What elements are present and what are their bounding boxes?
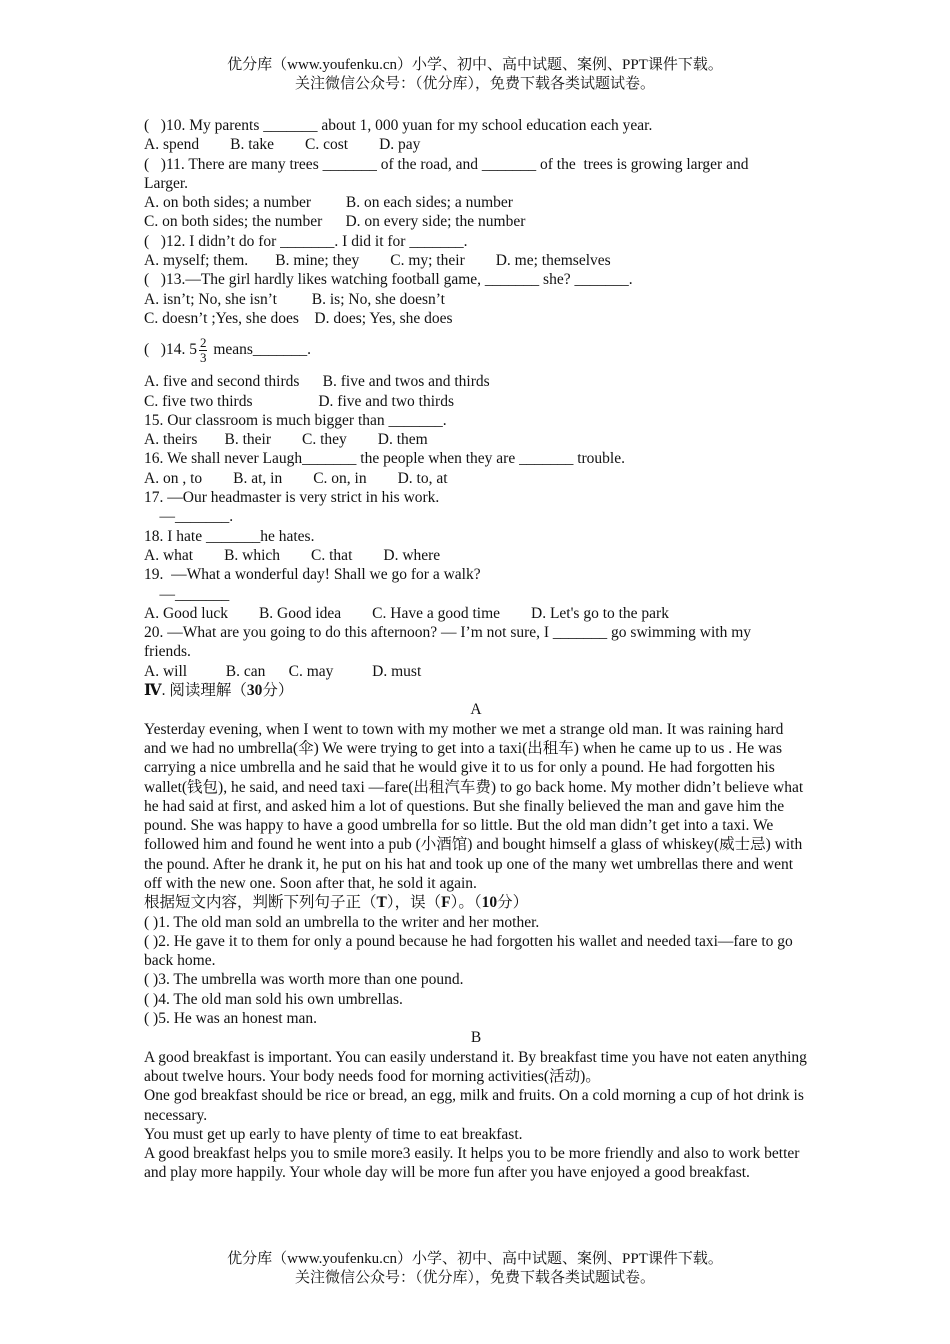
- question-11-options-2: C. on both sides; the number D. on every side; the number: [144, 213, 526, 231]
- question-20-options: A. will B. can C. may D. must: [144, 662, 422, 680]
- passage-a-instruction: [144, 893, 808, 912]
- passage-b-paragraph-4: A good breakfast helps you to smile more3 easily. It helps you to be more friendly and also to work better and play more happily. Your whole day will be more fun after you have enjoyed a good breakfast.: [144, 1145, 800, 1182]
- question-11-cont: Larger.: [144, 174, 189, 192]
- header-line-2: 关注微信公众号：（优分库），免费下载各类试题试卷。: [294, 76, 655, 92]
- question-11-options-1: A. on both sides; a number B. on each sides; a number: [144, 194, 513, 212]
- question-19-reply: —_______: [144, 585, 230, 603]
- footer-line-2: 关注微信公众号：（优分库），免费下载各类试题试卷。: [294, 1270, 655, 1286]
- section-4-roman: Ⅳ: [144, 682, 162, 700]
- question-14-options-1: A. five and second thirds B. five and twos and thirds: [144, 373, 490, 391]
- question-16: 16. We shall never Laugh_______ the people when they are _______ trouble.: [144, 450, 625, 468]
- question-10: ( )10. My parents _______ about 1, 000 yuan for my school education each year.: [144, 117, 653, 134]
- question-11: ( )11. There are many trees _______ of the road, and _______ of the trees is growing larger and: [144, 155, 749, 173]
- question-18: 18. I hate _______he hates.: [144, 527, 315, 545]
- tf-item-3: ( )3. The umbrella was worth more than one pound.: [144, 971, 464, 989]
- question-13-options-2: C. doesn’t ;Yes, she does D. does; Yes, she does: [144, 309, 453, 327]
- tf-item-2: ( )2. He gave it to them for only a pound because he had forgotten his wallet and needed taxi—fare to go back home.: [144, 932, 793, 970]
- footer-line-1: 优分库（www.youfenku.cn）小学、初中、高中试题、案例、PPT课件下载。: [227, 1251, 723, 1267]
- instruction-false-mark: F: [441, 894, 451, 912]
- page-header: [0, 56, 950, 94]
- passage-b-paragraph-1: A good breakfast is important. You can easily understand it. By breakfast time you have not eaten anything about twelve hours. Your body needs food for morning activities(活动)。: [144, 1048, 807, 1085]
- question-12-options: A. myself; them. B. mine; they C. my; their D. me; themselves: [144, 252, 611, 270]
- document-body: [144, 116, 808, 1183]
- question-17-reply: —_______.: [144, 508, 234, 526]
- question-13-options-1: A. isn’t; No, she isn’t B. is; No, she doesn’t: [144, 290, 445, 308]
- passage-a-text: Yesterday evening, when I went to town with my mother we met a strange old man. It was raining hard and we had no umbrella(伞) We were trying to get into a taxi(出租车) when he came up to us . He was carrying a nice umbrella and he said that he would give it to us for only a pound. He had forgotten his wallet(钱包), he said, and need taxi —fare(出租汽车费) to go back home. My mother didn’t believe what he had said at first, and asked him a lot of questions. But she finally believed the man and gave him the pound. She was happy to have a good umbrella for so little. But the old man didn’t get into a taxi. We followed him and found he went into a pub (小酒馆) and bought himself a glass of whiskey(威士忌) with the pound. After he drank it, he put on his hat and took up one of the many wet umbrellas there and went off with the new one. Soon after that, he sold it again.: [144, 720, 804, 892]
- question-14-options-2: C. five two thirds D. five and two thirds: [144, 392, 454, 410]
- question-19: 19. —What a wonderful day! Shall we go for a walk?: [144, 566, 481, 584]
- question-16-options: A. on , to B. at, in C. on, in D. to, at: [144, 469, 448, 487]
- question-15-options: A. theirs B. their C. they D. them: [144, 431, 428, 449]
- question-17: 17. —Our headmaster is very strict in his work.: [144, 489, 440, 507]
- question-12: ( )12. I didn’t do for _______. I did it for _______.: [144, 232, 468, 250]
- question-14: [144, 328, 808, 372]
- tf-item-1: ( )1. The old man sold an umbrella to the writer and her mother.: [144, 913, 540, 931]
- passage-b-paragraph-2: One god breakfast should be rice or bread, an egg, milk and fruits. On a cold morning a cup of hot drink is necessary.: [144, 1087, 804, 1124]
- question-15: 15. Our classroom is much bigger than _______.: [144, 411, 447, 429]
- instruction-score: 10: [481, 894, 498, 912]
- instruction-true-mark: T: [376, 894, 387, 912]
- tf-item-5: ( )5. He was an honest man.: [144, 1010, 318, 1028]
- section-4-title-end: 分）: [262, 682, 294, 700]
- question-20-cont: friends.: [144, 643, 191, 661]
- question-10-options: A. spend B. take C. cost D. pay: [144, 136, 421, 154]
- section-4-score: 30: [246, 682, 263, 700]
- header-line-1: 优分库（www.youfenku.cn）小学、初中、高中试题、案例、PPT课件下载。: [227, 57, 723, 73]
- section-4-title-text: . 阅读理解（: [161, 682, 247, 700]
- passage-b-label: B: [470, 1029, 482, 1047]
- instruction-text-2: ），误（: [386, 894, 442, 912]
- fraction-denominator: 3: [199, 350, 207, 366]
- passage-a-label: A: [470, 701, 482, 719]
- question-18-options: A. what B. which C. that D. where: [144, 546, 441, 564]
- instruction-text-3: ）。（: [450, 894, 482, 912]
- passage-b-paragraph-3: You must get up early to have plenty of time to eat breakfast.: [144, 1125, 523, 1143]
- question-14-prefix: ( )14. 5: [144, 341, 197, 359]
- section-4-title: [144, 681, 808, 700]
- fraction-numerator: 2: [199, 335, 207, 351]
- instruction-text: 根据短文内容，判断下列句子正（: [144, 894, 377, 912]
- page-footer: [0, 1250, 950, 1288]
- tf-item-4: ( )4. The old man sold his own umbrellas.: [144, 990, 403, 1008]
- fraction: [199, 336, 208, 365]
- question-20: 20. —What are you going to do this afternoon? — I’m not sure, I _______ go swimming with my: [144, 624, 751, 642]
- instruction-end: 分）: [497, 894, 529, 912]
- question-19-options: A. Good luck B. Good idea C. Have a good time D. Let's go to the park: [144, 604, 669, 622]
- question-13: ( )13.—The girl hardly likes watching football game, _______ she? _______.: [144, 271, 633, 289]
- question-14-suffix: means_______.: [209, 341, 312, 359]
